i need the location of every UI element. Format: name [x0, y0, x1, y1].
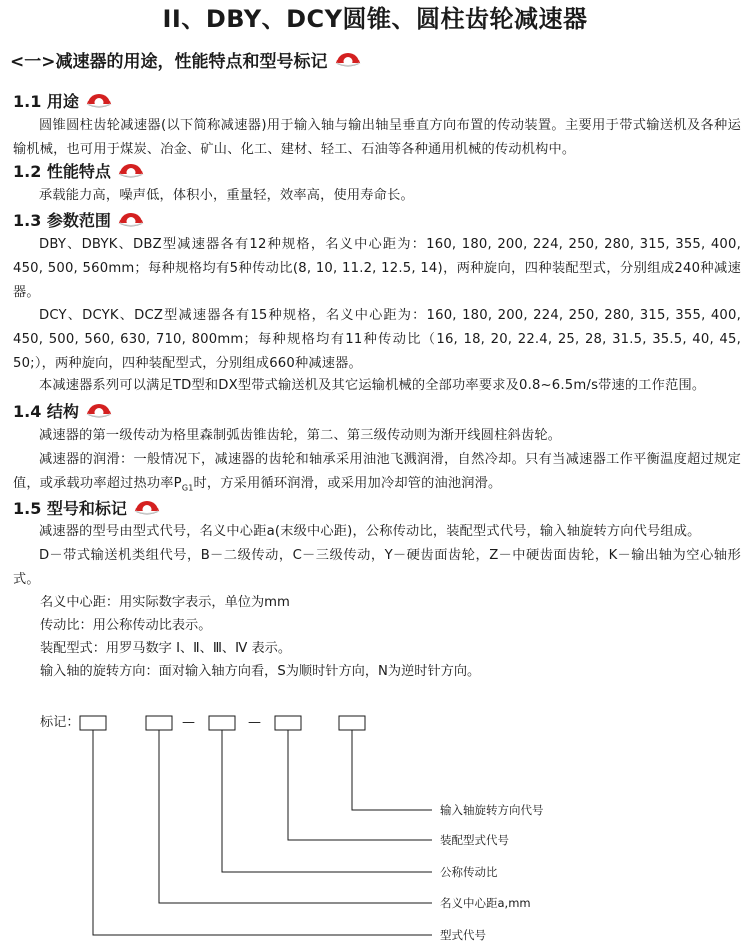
lubrication-paragraph	[13, 448, 741, 501]
red-gear-icon	[334, 48, 362, 70]
heading-structure-text: 1.4 结构	[13, 401, 79, 421]
ratio-box	[209, 716, 235, 730]
center-distance-leader	[159, 730, 432, 903]
parameters-dcy-paragraph: DCY、DCYK、DCZ型减速器各有15种规格，名义中心距为：160, 180, 200, 224, 250, 280, 315, 355, 400, 450, 500, 560, 630, 710, 800mm；每种规格均有11种传动比（16, 18, 20, 22.4, 25, 28, 31.5, 35.5, 40, 45, 50;），两种旋向，四种装配型式，分别组成660种减速器。	[13, 308, 741, 371]
assembly-note: 装配型式：用罗马数字 Ⅰ、Ⅱ、Ⅲ、Ⅳ 表示。	[40, 641, 292, 656]
heading-structure	[13, 397, 113, 423]
rotation-box	[339, 716, 365, 730]
red-gear-icon	[85, 89, 113, 111]
rotation-note: 输入轴的旋转方向：面对输入轴方向看，S为顺时针方向，N为逆时针方向。	[40, 664, 481, 679]
separator-dash: —	[182, 715, 195, 730]
rotation-leader	[352, 730, 432, 810]
red-gear-icon	[117, 208, 145, 230]
heading-parameters	[13, 206, 145, 232]
legend-type-code: 型式代号	[440, 928, 486, 942]
thermal-power-symbol: P	[173, 476, 182, 491]
legend-center-distance: 名义中心距a,mm	[440, 896, 531, 910]
heading-features	[13, 157, 145, 183]
model-composition-paragraph: 减速器的型号由型式代号，名义中心距a(末级中心距)，公称传动比，装配型式代号，输入轴旋转方向代号组成。	[39, 524, 701, 539]
section-heading	[10, 44, 362, 74]
legend-assembly-code: 装配型式代号	[440, 833, 509, 847]
heading-parameters-text: 1.3 参数范围	[13, 210, 111, 230]
legend-nominal-ratio: 公称传动比	[440, 865, 498, 879]
features-paragraph: 承载能力高，噪声低，体积小，重量轻，效率高，使用寿命长。	[39, 188, 414, 203]
structure-paragraph: 减速器的第一级传动为格里森制弧齿锥齿轮，第二、第三级传动则为渐开线圆柱斜齿轮。	[39, 428, 562, 443]
assembly-leader	[288, 730, 432, 840]
ratio-leader	[222, 730, 432, 872]
center-distance-box	[146, 716, 172, 730]
heading-usage	[13, 87, 113, 113]
red-gear-icon	[117, 159, 145, 181]
type-code-leader	[93, 730, 432, 935]
separator-dash: —	[248, 715, 261, 730]
marking-diagram	[0, 700, 750, 945]
type-code-box	[80, 716, 106, 730]
red-gear-icon	[133, 496, 161, 518]
red-gear-icon	[85, 399, 113, 421]
heading-features-text: 1.2 性能特点	[13, 161, 111, 181]
heading-model-marking-text: 1.5 型号和标记	[13, 498, 127, 518]
lubrication-text-a: 减速器的润滑：一般情况下，减速器的齿轮和轴承采用油池飞溅润滑，自然冷却。只有当减速器工作平衡温度超过规定值，或承载功率超过热功率	[13, 452, 741, 491]
page-title: II、DBY、DCY圆锥、圆柱齿轮减速器	[162, 5, 588, 33]
heading-model-marking	[13, 494, 161, 520]
legend-rotation-code: 输入轴旋转方向代号	[440, 803, 544, 817]
parameters-dby-paragraph: DBY、DBYK、DBZ型减速器各有12种规格，名义中心距为：160, 180, 200, 224, 250, 280, 315, 355, 400, 450, 500, 560mm；每种规格均有5种传动比(8, 10, 11.2, 12.5, 14)，两种旋向，四种装配型式，分别组成240种减速器。	[13, 237, 741, 300]
code-definitions-paragraph: D－带式输送机类组代号，B－二级传动，C－三级传动，Y－硬齿面齿轮，Z－中硬齿面齿轮，K－输出轴为空心轴形式。	[13, 548, 741, 587]
usage-paragraph: 圆锥圆柱齿轮减速器(以下简称减速器)用于输入轴与输出轴呈垂直方向布置的传动装置。主要用于带式输送机及各种运输机械，也可用于煤炭、冶金、矿山、化工、建材、轻工、石油等各种通用机械的传动机构中。	[13, 118, 741, 157]
thermal-power-subscript: G1	[181, 483, 194, 493]
ratio-note: 传动比：用公称传动比表示。	[40, 618, 212, 633]
center-distance-note: 名义中心距：用实际数字表示，单位为mm	[40, 595, 290, 610]
assembly-box	[275, 716, 301, 730]
parameters-scope-paragraph: 本减速器系列可以满足TD型和DX型带式输送机及其它运输机械的全部功率要求及0.8~6.5m/s带速的工作范围。	[39, 378, 706, 393]
heading-usage-text: 1.1 用途	[13, 91, 79, 111]
section-heading-text: <一>减速器的用途，性能特点和型号标记	[10, 51, 328, 72]
lubrication-text-b: 时，方采用循环润滑，或采用加冷却管的油池润滑。	[193, 476, 502, 491]
marking-label: 标记：	[40, 715, 80, 730]
